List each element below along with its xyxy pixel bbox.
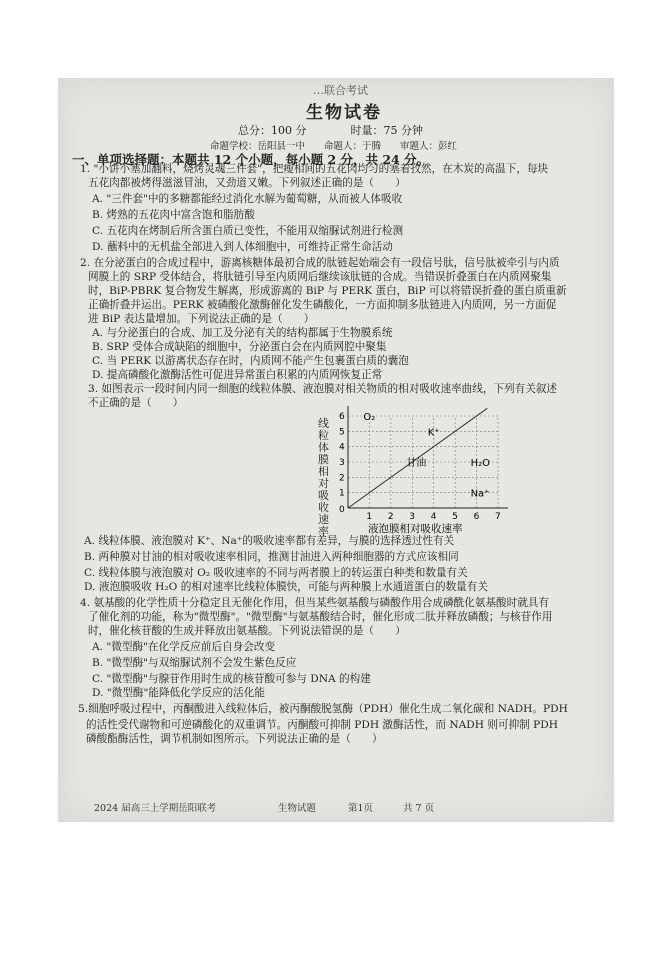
x-tick-label: 5: [452, 512, 458, 522]
text-line: D. 提高磷酸化激酶活性可促进异常蛋白积累的内质网恢复正常: [92, 369, 383, 381]
footer-left: 2024 届高三上学期岳阳联考: [94, 803, 217, 814]
page-title: 生物试卷: [306, 103, 382, 123]
text-line: C. 当 PERK 以游离状态存在时，内质网不能产生包裹蛋白质的囊泡: [92, 355, 409, 367]
x-tick-label: 3: [409, 512, 416, 522]
text-line: A. "微型酶"在化学反应前后自身会改变: [92, 641, 276, 653]
x-tick-label: 2: [387, 512, 394, 522]
text-line: C. "微型酶"与腺苷作用时生成的核苷酸可参与 DNA 的构建: [92, 673, 371, 685]
y-tick-label: 4: [339, 442, 345, 453]
x-axis-label: 液泡膜相对吸收速率: [368, 523, 463, 535]
header-partial: …联合考试: [313, 84, 368, 97]
text-line: B. 烤熟的五花肉中富含饱和脂肪酸: [92, 209, 255, 221]
text-line: B. SRP 受体合成缺陷的细胞中，分泌蛋白会在内质网腔中聚集: [92, 341, 387, 353]
point-label: Na⁺: [470, 488, 490, 500]
origin-label: 0: [339, 505, 345, 515]
text-line: 的活性受代谢物和可逆磷酸化的双重调节。丙酮酸可抑制 PDH 激酶活性，而 NADH 则可抑制 PDH: [86, 719, 558, 731]
section-heading: 一、单项选择题：本题共 12 个小题，每小题 2 分，共 24 分。: [72, 152, 430, 167]
score-time: 总分：100 分 时量：75 分钟: [238, 124, 423, 137]
y-tick-label: 6: [339, 412, 345, 422]
text-line: 磷酸酯酶活性，调节机制如图所示。下列说法正确的是（ ）: [86, 733, 383, 745]
text-line: 2. 在分泌蛋白的合成过程中，游离核糖体最初合成的肽链起始端会有一段信号肽，信号肽被牵引与内质: [80, 257, 560, 269]
text-line: 进 BiP 表达量增加。下列说法正确的是（ ）: [88, 313, 315, 325]
authors: 命题学校：岳阳县一中 命题人：于腾 审题人：彭红: [210, 141, 458, 152]
text-line: 正确折叠并运出。PERK 被磷酸化激酶催化发生磷酸化，一方面抑制多肽链进入内质网，另一方面促: [88, 299, 557, 311]
text-line: D. "微型酶"能降低化学反应的活化能: [92, 687, 265, 699]
text-line: 时，BiP-PBRK 复合物发生解离，形成游离的 BiP 与 PERK 蛋白，BiP 可以将错误折叠的蛋白质重新: [88, 285, 567, 297]
exam-page: [58, 78, 614, 822]
text-line: B. 两种膜对甘油的相对吸收速率相同，推测甘油进入两种细胞器的方式应该相同: [84, 551, 459, 563]
uptake-chart: [328, 406, 558, 536]
text-line: 了催化剂的功能，称为"微型酶"。"微型酶"与氨基酸结合时，催化形成二肽并释放磷酸；与核苷作用: [88, 611, 553, 623]
text-line: A. 线粒体膜、液泡膜对 K⁺、Na⁺的吸收速率都有差异，与膜的选择透过性有关: [84, 535, 455, 547]
footer-total: 共 7 页: [403, 803, 435, 814]
text-line: D. 液泡膜吸收 H₂O 的相对速率比线粒体膜快，可能与两种膜上水通道蛋白的数量有关: [84, 581, 488, 593]
text-line: 不正确的是（ ）: [88, 397, 184, 409]
y-tick-label: 2: [339, 473, 345, 484]
text-line: C. 线粒体膜与液泡膜对 O₂ 吸收速率的不同与两者膜上的转运蛋白种类和数量有关: [84, 567, 468, 579]
text-line: A. "三件套"中的多糖都能经过消化水解为葡萄糖，从而被人体吸收: [92, 193, 403, 205]
point-label: 甘油: [406, 458, 427, 469]
text-line: 4. 氨基酸的化学性质十分稳定且无催化作用，但当某些氨基酸与磷酸作用合成磷酰化氨基酸时就具有: [80, 597, 550, 609]
x-tick-label: 1: [366, 512, 373, 522]
text-line: C. 五花肉在烤制后所含蛋白质已变性，不能用双缩脲试剂进行检测: [92, 225, 404, 237]
point-label: K⁺: [427, 427, 440, 439]
text-line: 1. "小饼小塞加翻料，烧烤灵魂三件套"，把瘦相间的五花肉均匀的塞着孜然，在木炭的高温下，每块: [80, 163, 549, 175]
y-tick-label: 5: [339, 427, 345, 438]
text-line: D. 蘸料中的无机盐全部进入到人体细胞中，可维持正常生命活动: [92, 241, 393, 253]
text-line: B. "微型酶"与双缩脲试剂不会发生紫色反应: [92, 657, 297, 669]
x-tick-label: 4: [430, 512, 437, 522]
chart-ylabel: 线粒体膜相对吸收速率: [318, 417, 329, 538]
text-line: 3. 如图表示一段时间内同一细胞的线粒体膜、液泡膜对相关物质的相对吸收速率曲线，下列有关叙述: [88, 383, 558, 395]
point-label: O₂: [363, 412, 376, 423]
x-tick-label: 7: [495, 512, 501, 522]
text-line: 5.细胞呼吸过程中，丙酮酸进入线粒体后，被丙酮酸脱氢酶（PDH）催化生成二氧化碳和 NADH。PDH: [78, 703, 568, 715]
x-tick-label: 6: [473, 512, 480, 522]
text-line: A. 与分泌蛋白的合成、加工及分泌有关的结构都属于生物膜系统: [92, 327, 393, 339]
point-label: H₂O: [470, 458, 490, 469]
text-line: 时，催化核苷酸的生成并释放出氨基酸。下列说法错误的是（ ）: [88, 625, 406, 637]
footer-subject: 生物试题: [278, 803, 317, 814]
footer-page: 第1页: [348, 803, 374, 814]
text-line: 五花肉都被烤得滋滋冒油，又劲道又嫩。下列叙述正确的是（ ）: [88, 177, 406, 189]
y-tick-label: 1: [339, 488, 345, 499]
text-line: 网膜上的 SRP 受体结合，将肽链引导至内质网后继续该肽链的合成。当错误折叠蛋白在内质网聚集: [88, 271, 552, 283]
y-tick-label: 3: [339, 458, 345, 468]
